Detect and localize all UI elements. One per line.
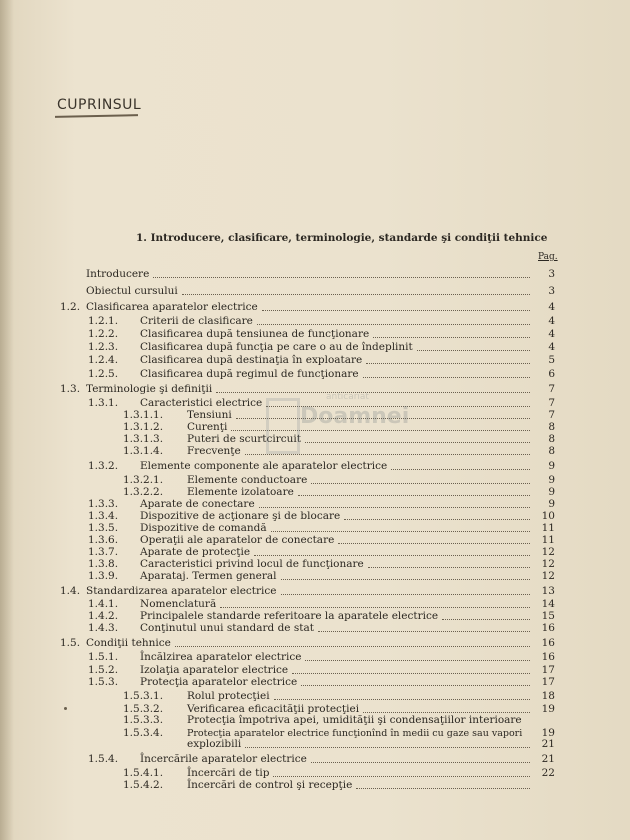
- toc-entry-number: 1.2.5.: [88, 368, 119, 380]
- toc-leader-dots: [305, 651, 530, 661]
- toc-entry-label: Verificarea eficacităţii protecţiei: [187, 703, 360, 715]
- toc-entry: [0, 622, 630, 635]
- toc-entry-number: 1.5.3.4.: [123, 727, 164, 739]
- toc-entry-page: 4: [548, 301, 555, 313]
- watermark-box-icon: [266, 398, 300, 454]
- toc-entry-label: Protecţia împotriva apei, umidităţii şi condensaţiilor interioare: [187, 714, 522, 726]
- toc-entry-label: Condiţii tehnice: [86, 637, 171, 649]
- toc-entry: [0, 341, 630, 354]
- toc-leader-dots: [311, 753, 530, 763]
- toc-entry-page: 4: [548, 328, 555, 340]
- toc-leader-dots: [301, 676, 530, 686]
- toc-entry-label: Clasificarea după destinaţia în exploatare: [140, 354, 363, 366]
- toc-entry-label: explozibili: [187, 738, 242, 750]
- toc-entry-label: Rolul protecţiei: [187, 690, 270, 702]
- toc-entry-page: 7: [548, 383, 555, 395]
- toc-entry-page: 12: [541, 546, 555, 558]
- toc-entry-page: 6: [548, 368, 555, 380]
- heading-underline: [55, 114, 138, 118]
- toc-leader-dots: [273, 767, 530, 777]
- toc-leader-dots: [259, 498, 530, 508]
- toc-entry-page: 21: [541, 753, 555, 765]
- toc-leader-dots: [262, 301, 530, 311]
- toc-leader-dots: [257, 315, 530, 325]
- toc-entry: [0, 714, 630, 727]
- toc-entry-label: Elemente conductoare: [187, 474, 308, 486]
- toc-entry-label: Aparate de conectare: [140, 498, 255, 510]
- toc-entry-page: 12: [541, 558, 555, 570]
- toc-leader-dots: [153, 268, 530, 278]
- toc-entry-page: 11: [541, 522, 555, 534]
- watermark-logo: [266, 392, 426, 462]
- toc-entry-number: 1.3.3.: [88, 498, 119, 510]
- toc-entry-number: 1.3.2.: [88, 460, 119, 472]
- toc-leader-dots: [254, 546, 530, 556]
- toc-entry-page: 10: [541, 510, 555, 522]
- toc-entry-label: Principalele standarde referitoare la aparatele electrice: [140, 610, 439, 622]
- toc-entry-page: 13: [541, 585, 555, 597]
- toc-entry-label: Elemente componente ale aparatelor electrice: [140, 460, 388, 472]
- toc-entry-page: 17: [541, 676, 555, 688]
- toc-leader-dots: [292, 664, 530, 674]
- toc-entry-page: 17: [541, 664, 555, 676]
- toc-leader-dots: [338, 534, 530, 544]
- toc-entry: [0, 268, 630, 281]
- toc-entry: [0, 738, 630, 751]
- toc-leader-dots: [281, 570, 530, 580]
- toc-entry-number: 1.2.4.: [88, 354, 119, 366]
- toc-entry-number: 1.3.1.2.: [123, 421, 164, 433]
- toc-entry-label: Clasificarea după tensiunea de funcţionare: [140, 328, 370, 340]
- toc-leader-dots: [182, 285, 530, 295]
- toc-entry: [0, 753, 630, 766]
- toc-entry-number: 1.4.2.: [88, 610, 119, 622]
- toc-entry-label: Clasificarea după regimul de funcţionare: [140, 368, 359, 380]
- toc-leader-dots: [356, 779, 530, 789]
- toc-entry-number: 1.3.1.1.: [123, 409, 164, 421]
- toc-entry-number: 1.2.3.: [88, 341, 119, 353]
- toc-entry-page: 8: [548, 421, 555, 433]
- toc-entry-page: 22: [541, 767, 555, 779]
- toc-entry-number: 1.5.3.3.: [123, 714, 164, 726]
- toc-entry-page: 19: [541, 727, 555, 739]
- toc-entry-label: Frecvenţe: [187, 445, 241, 457]
- toc-entry: [0, 301, 630, 314]
- toc-entry-number: 1.5.4.: [88, 753, 119, 765]
- toc-entry-label: Elemente izolatoare: [187, 486, 294, 498]
- toc-entry-label: Încercări de tip: [187, 767, 270, 779]
- toc-leader-dots: [417, 341, 530, 351]
- toc-entry-page: 7: [548, 409, 555, 421]
- toc-entry-label: Caracteristici electrice: [140, 397, 263, 409]
- toc-entry-number: 1.3.6.: [88, 534, 119, 546]
- toc-entry-page: 12: [541, 570, 555, 582]
- toc-leader-dots: [442, 610, 530, 620]
- toc-entry-page: 11: [541, 534, 555, 546]
- toc-entry-number: 1.3.2.2.: [123, 486, 164, 498]
- toc-entry: [0, 651, 630, 664]
- toc-leader-dots: [274, 690, 530, 700]
- toc-entry-label: Izolaţia aparatelor electrice: [140, 664, 289, 676]
- toc-entry: [0, 570, 630, 583]
- toc-entry-label: Tensiuni: [187, 409, 232, 421]
- toc-entry-page: 4: [548, 315, 555, 327]
- toc-entry-number: 1.3.7.: [88, 546, 119, 558]
- toc-entry-label: Introducere: [86, 268, 150, 280]
- toc-entry-label: Aparate de protecţie: [140, 546, 251, 558]
- toc-entry-label: Încercări de control şi recepţie: [187, 779, 353, 791]
- toc-entry-label: Nomenclatură: [140, 598, 217, 610]
- toc-entry-number: 1.3.1.: [88, 397, 119, 409]
- toc-entry-number: 1.4.1.: [88, 598, 119, 610]
- toc-entry-label: Încălzirea aparatelor electrice: [140, 651, 302, 663]
- toc-leader-dots: [373, 328, 530, 338]
- toc-entry-page: 3: [548, 285, 555, 297]
- toc-leader-dots: [281, 585, 530, 595]
- toc-entry-page: 19: [541, 703, 555, 715]
- toc-leader-dots: [298, 486, 530, 496]
- toc-entry-number: 1.3.2.1.: [123, 474, 164, 486]
- toc-entry-number: 1.3.1.4.: [123, 445, 164, 457]
- toc-entry-label: Caracteristici privind locul de funcţionare: [140, 558, 364, 570]
- toc-leader-dots: [363, 368, 530, 378]
- toc-leader-dots: [245, 738, 530, 748]
- toc-leader-dots: [368, 558, 530, 568]
- toc-leader-dots: [318, 622, 530, 632]
- toc-entry-page: 14: [541, 598, 555, 610]
- toc-entry-number: 1.3.9.: [88, 570, 119, 582]
- toc-entry-page: 7: [548, 397, 555, 409]
- toc-entry-label: Aparataj. Termen general: [140, 570, 277, 582]
- toc-entry-label: Curenţi: [187, 421, 228, 433]
- toc-entry-number: 1.5.2.: [88, 664, 119, 676]
- toc-entry-number: 1.5.: [60, 637, 81, 649]
- toc-entry: [0, 354, 630, 367]
- toc-entry-page: 9: [548, 498, 555, 510]
- toc-entry: [0, 585, 630, 598]
- toc-entry-number: 1.3.1.3.: [123, 433, 164, 445]
- toc-entry-page: 15: [541, 610, 555, 622]
- toc-entry-page: 9: [548, 474, 555, 486]
- toc-entry-label: Încercările aparatelor electrice: [140, 753, 307, 765]
- toc-leader-dots: [220, 598, 530, 608]
- toc-entry-number: 1.4.3.: [88, 622, 119, 634]
- toc-entry-page: 8: [548, 433, 555, 445]
- toc-entry: [0, 315, 630, 328]
- toc-entry-number: 1.2.2.: [88, 328, 119, 340]
- watermark-main-text: Doamnei: [300, 404, 410, 429]
- toc-entry-number: 1.3.5.: [88, 522, 119, 534]
- toc-entry-label: Terminologie şi definiţii: [86, 383, 213, 395]
- toc-entry-page: 4: [548, 341, 555, 353]
- toc-entry-label: Puteri de scurtcircuit: [187, 433, 301, 445]
- toc-entry-number: 1.5.1.: [88, 651, 119, 663]
- toc-entry-page: 16: [541, 637, 555, 649]
- toc-entry-number: 1.5.3.2.: [123, 703, 164, 715]
- toc-entry: [0, 637, 630, 650]
- toc-entry-page: 16: [541, 651, 555, 663]
- toc-entry-number: 1.3.8.: [88, 558, 119, 570]
- toc-entry-page: 5: [548, 354, 555, 366]
- toc-entry-label: Dispozitive de acţionare şi de blocare: [140, 510, 341, 522]
- toc-entry: [0, 285, 630, 298]
- margin-dot: [64, 707, 67, 710]
- toc-entry: [0, 779, 630, 792]
- page-heading: CUPRINSUL: [57, 97, 142, 113]
- toc-entry-page: 9: [548, 460, 555, 472]
- toc-entry-number: 1.2.1.: [88, 315, 119, 327]
- toc-entry-label: Criterii de clasificare: [140, 315, 253, 327]
- toc-entry-label: Protecţia aparatelor electrice: [140, 676, 298, 688]
- toc-entry-number: 1.3.: [60, 383, 81, 395]
- toc-entry-page: 21: [541, 738, 555, 750]
- toc-entry-number: 1.5.3.1.: [123, 690, 164, 702]
- toc-entry-label: Obiectul cursului: [86, 285, 178, 297]
- toc-entry: [0, 328, 630, 341]
- toc-leader-dots: [344, 510, 530, 520]
- toc-entry: [0, 676, 630, 689]
- chapter-title: 1. Introducere, clasificare, terminologie, standarde şi condiţii tehnice: [136, 232, 548, 244]
- toc-entry-page: 16: [541, 622, 555, 634]
- toc-leader-dots: [366, 354, 530, 364]
- toc-entry-number: 1.5.4.1.: [123, 767, 164, 779]
- toc-entry-number: 1.3.4.: [88, 510, 119, 522]
- toc-leader-dots: [311, 474, 530, 484]
- toc-entry-label: Protecţia aparatelor electrice funcţionînd în medii cu gaze sau vapori: [187, 728, 523, 739]
- toc-entry-label: Clasificarea aparatelor electrice: [86, 301, 258, 313]
- toc-entry-label: Dispozitive de comandă: [140, 522, 267, 534]
- toc-entry: [0, 368, 630, 381]
- toc-entry-page: 9: [548, 486, 555, 498]
- toc-entry: [0, 690, 630, 703]
- toc-entry-number: 1.2.: [60, 301, 81, 313]
- watermark-top-text: anticariat: [326, 392, 369, 402]
- toc-entry-number: 1.5.4.2.: [123, 779, 164, 791]
- toc-entry-label: Standardizarea aparatelor electrice: [86, 585, 277, 597]
- toc-entry-page: 18: [541, 690, 555, 702]
- toc-entry-page: 3: [548, 268, 555, 280]
- toc-entry-label: Clasificarea după funcţia pe care o au de îndeplinit: [140, 341, 413, 353]
- toc-entry-number: 1.5.3.: [88, 676, 119, 688]
- page-column-label: Pag.: [538, 252, 558, 262]
- toc-leader-dots: [363, 703, 530, 713]
- toc-entry-number: 1.4.: [60, 585, 81, 597]
- toc-leader-dots: [271, 522, 530, 532]
- toc-leader-dots: [175, 637, 530, 647]
- toc-entry-label: Conţinutul unui standard de stat: [140, 622, 314, 634]
- toc-entry-label: Operaţii ale aparatelor de conectare: [140, 534, 335, 546]
- toc-entry-page: 8: [548, 445, 555, 457]
